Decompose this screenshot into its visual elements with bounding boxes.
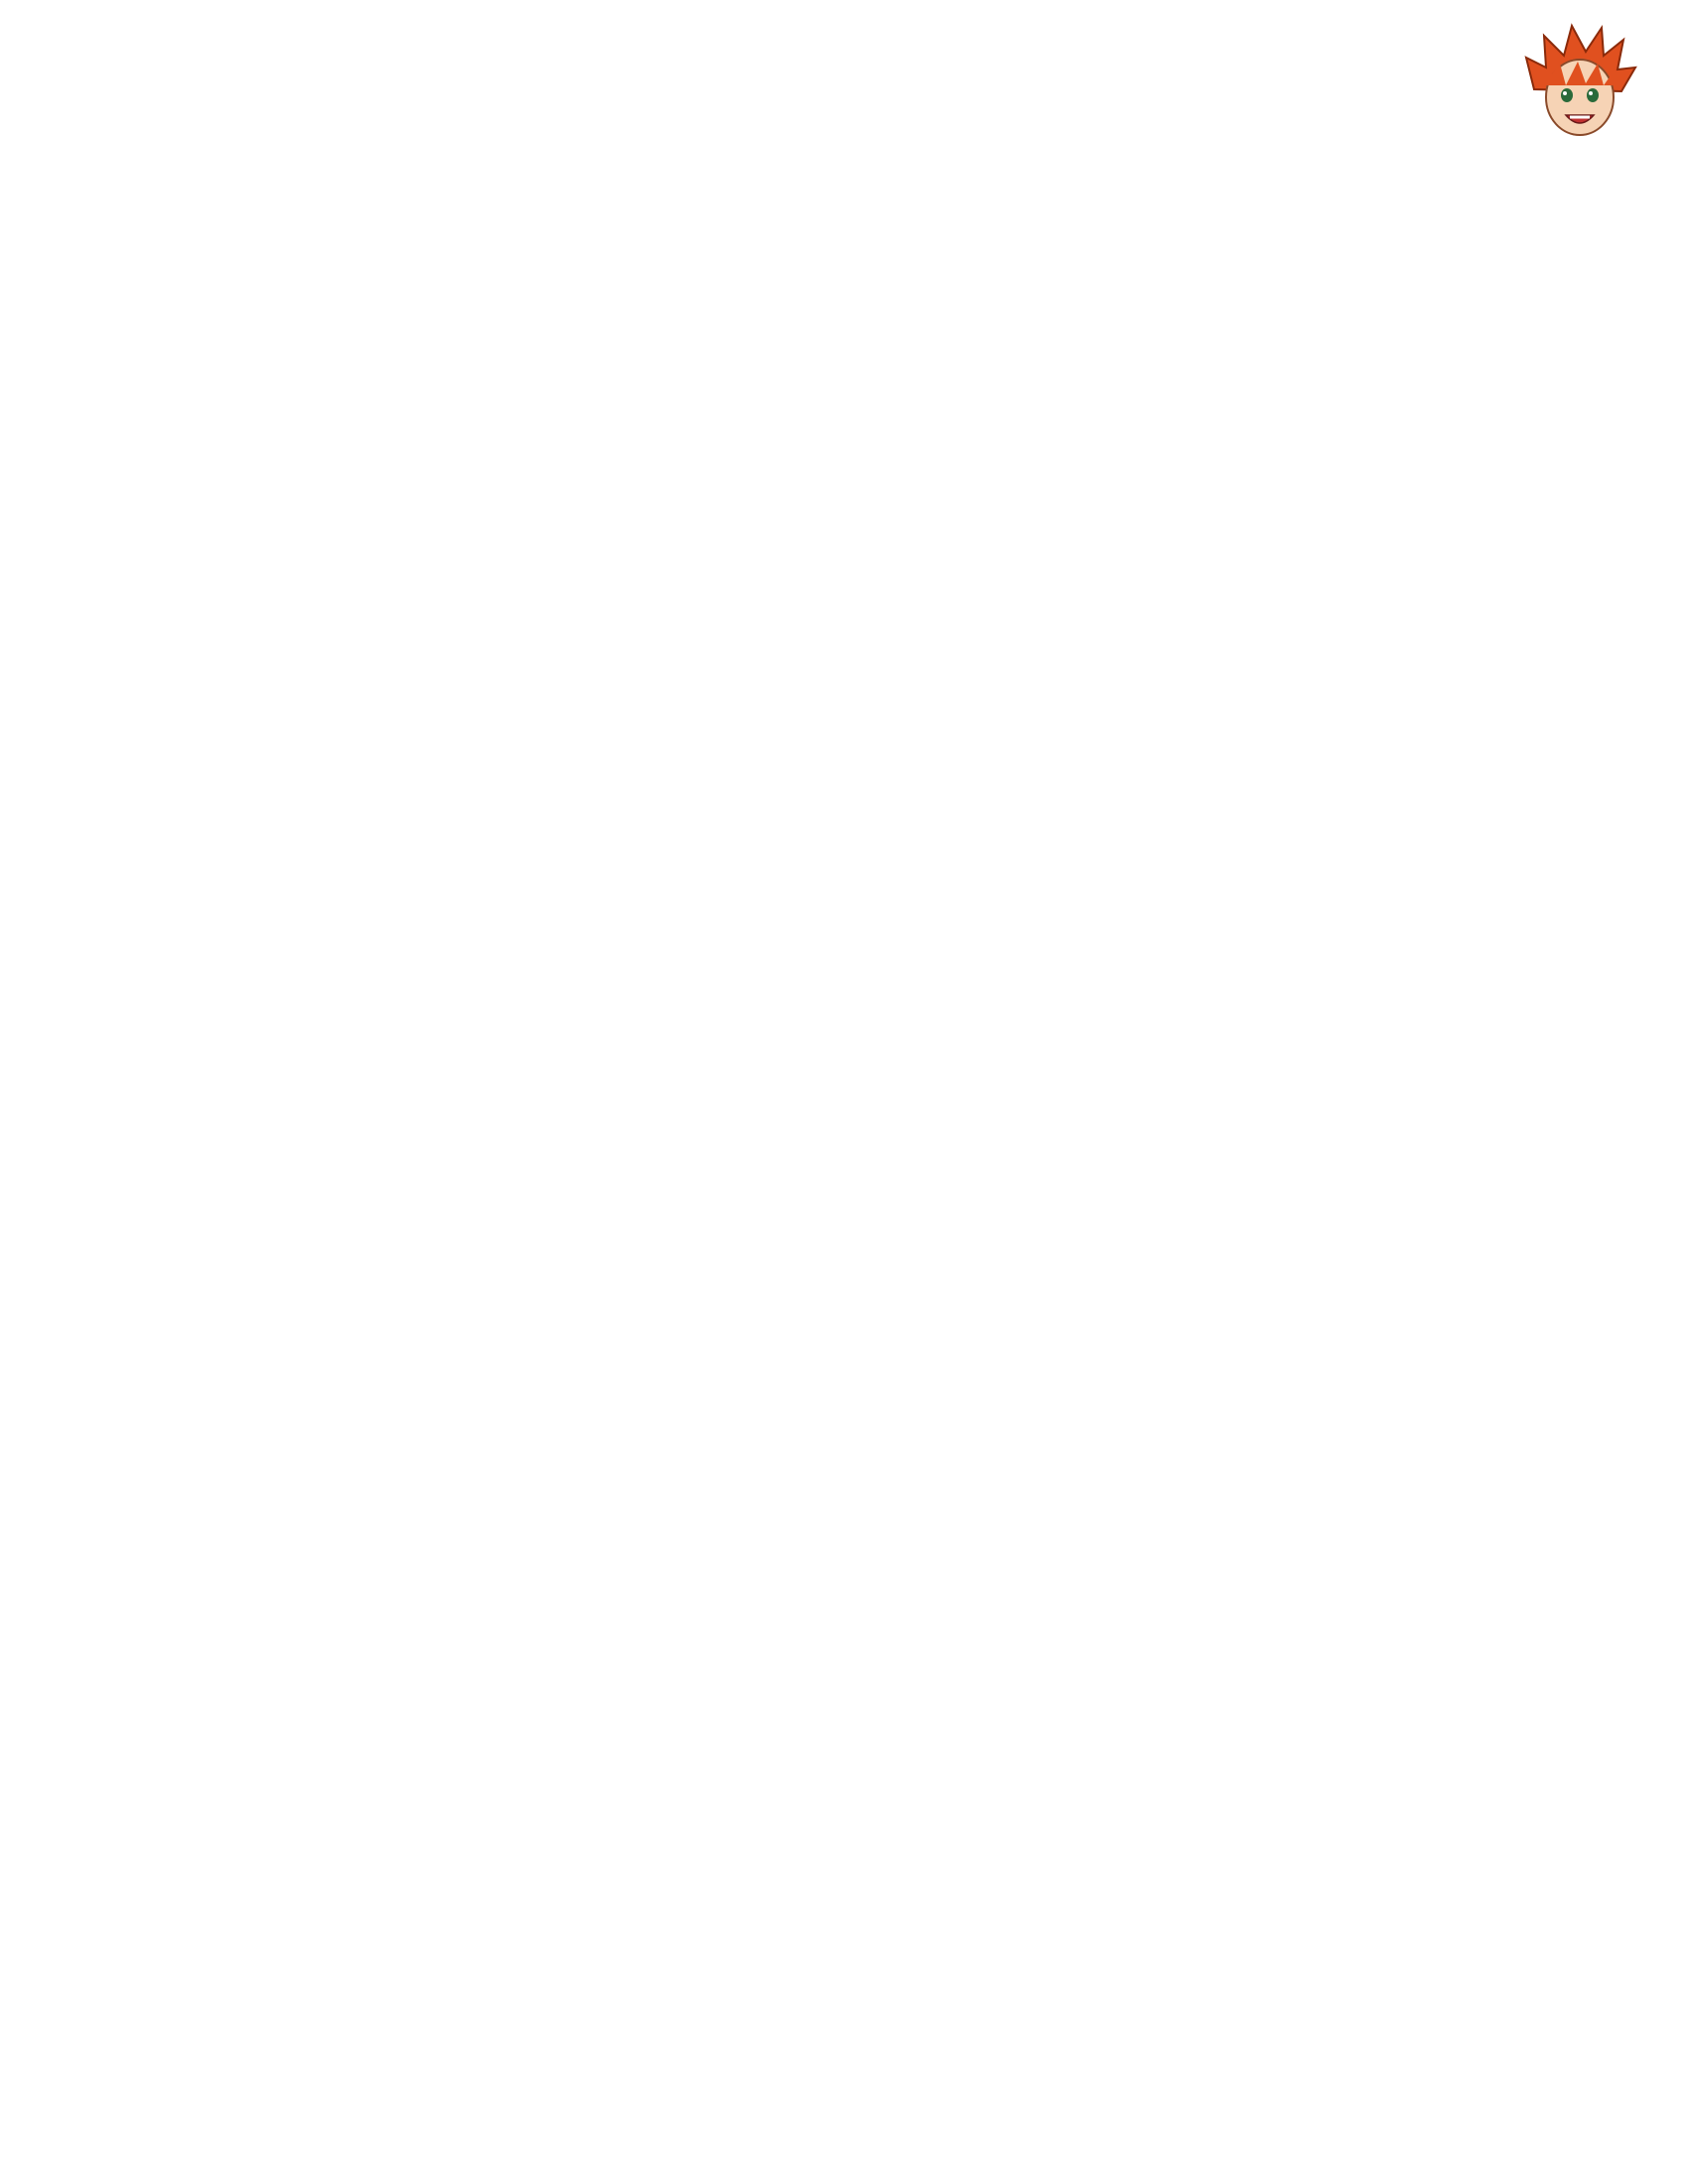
document-body xyxy=(78,129,1627,162)
